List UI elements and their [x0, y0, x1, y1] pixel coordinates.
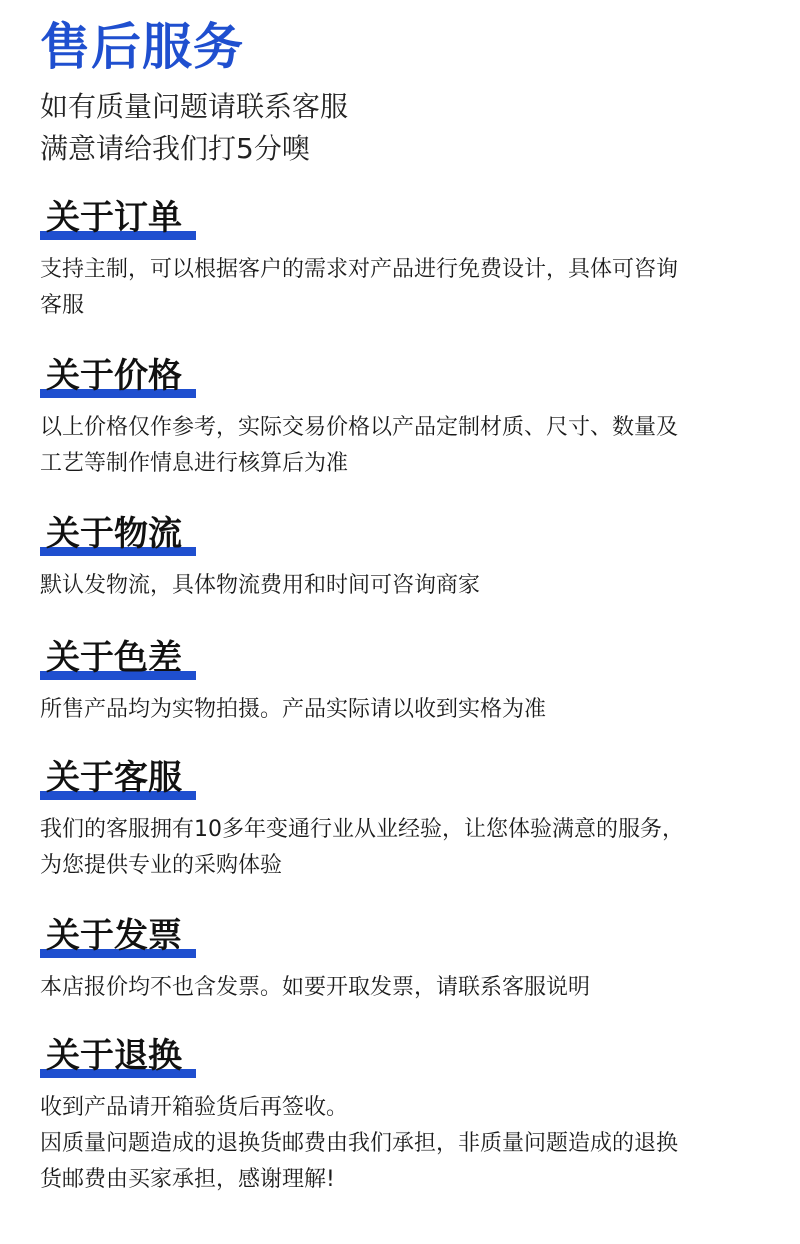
section-heading	[40, 354, 182, 398]
section-body: 收到产品请开箱验货后再签收。 因质量问题造成的退换货邮费由我们承担，非质量问题造成的退换 货邮费由买家承担，感谢理解!	[40, 1095, 679, 1192]
section-customer-service	[40, 756, 770, 884]
section-heading	[40, 1034, 182, 1078]
section-heading	[40, 196, 182, 240]
section-heading-label: 关于发票	[46, 916, 182, 956]
section-body: 支持主制，可以根据客户的需求对产品进行免费设计，具体可咨询 客服	[40, 257, 679, 318]
after-sales-page	[40, 0, 770, 1192]
section-heading	[40, 512, 182, 556]
section-returns	[40, 1034, 770, 1198]
section-heading-label: 关于订单	[46, 198, 182, 238]
section-heading-label: 关于价格	[46, 356, 182, 396]
section-heading-label: 关于物流	[46, 514, 182, 554]
section-body: 我们的客服拥有10多年变通行业从业经验，让您体验满意的服务， 为您提供专业的采购体验	[40, 817, 684, 878]
page-title: 售后服务	[40, 18, 244, 76]
section-body: 所售产品均为实物拍摄。产品实际请以收到实格为准	[40, 697, 547, 722]
section-order	[40, 196, 770, 324]
section-heading-label: 关于退换	[46, 1036, 182, 1076]
section-logistics	[40, 512, 770, 604]
section-price	[40, 354, 770, 482]
section-invoice	[40, 914, 770, 1006]
section-heading	[40, 914, 182, 958]
section-body: 本店报价均不也含发票。如要开取发票，请联系客服说明	[40, 975, 591, 1000]
section-body: 默认发物流，具体物流费用和时间可咨询商家	[40, 573, 481, 598]
subtitle-line-1: 如有质量问题请联系客服	[40, 90, 349, 123]
section-heading-label: 关于客服	[46, 758, 182, 798]
section-heading	[40, 756, 182, 800]
section-heading-label: 关于色差	[46, 638, 182, 678]
section-body: 以上价格仅作参考，实际交易价格以产品定制材质、尺寸、数量及 工艺等制作情息进行核算后为准	[40, 415, 679, 476]
subtitle-line-2: 满意请给我们打5分噢	[40, 132, 310, 165]
section-heading	[40, 636, 182, 680]
section-color-difference	[40, 636, 770, 728]
